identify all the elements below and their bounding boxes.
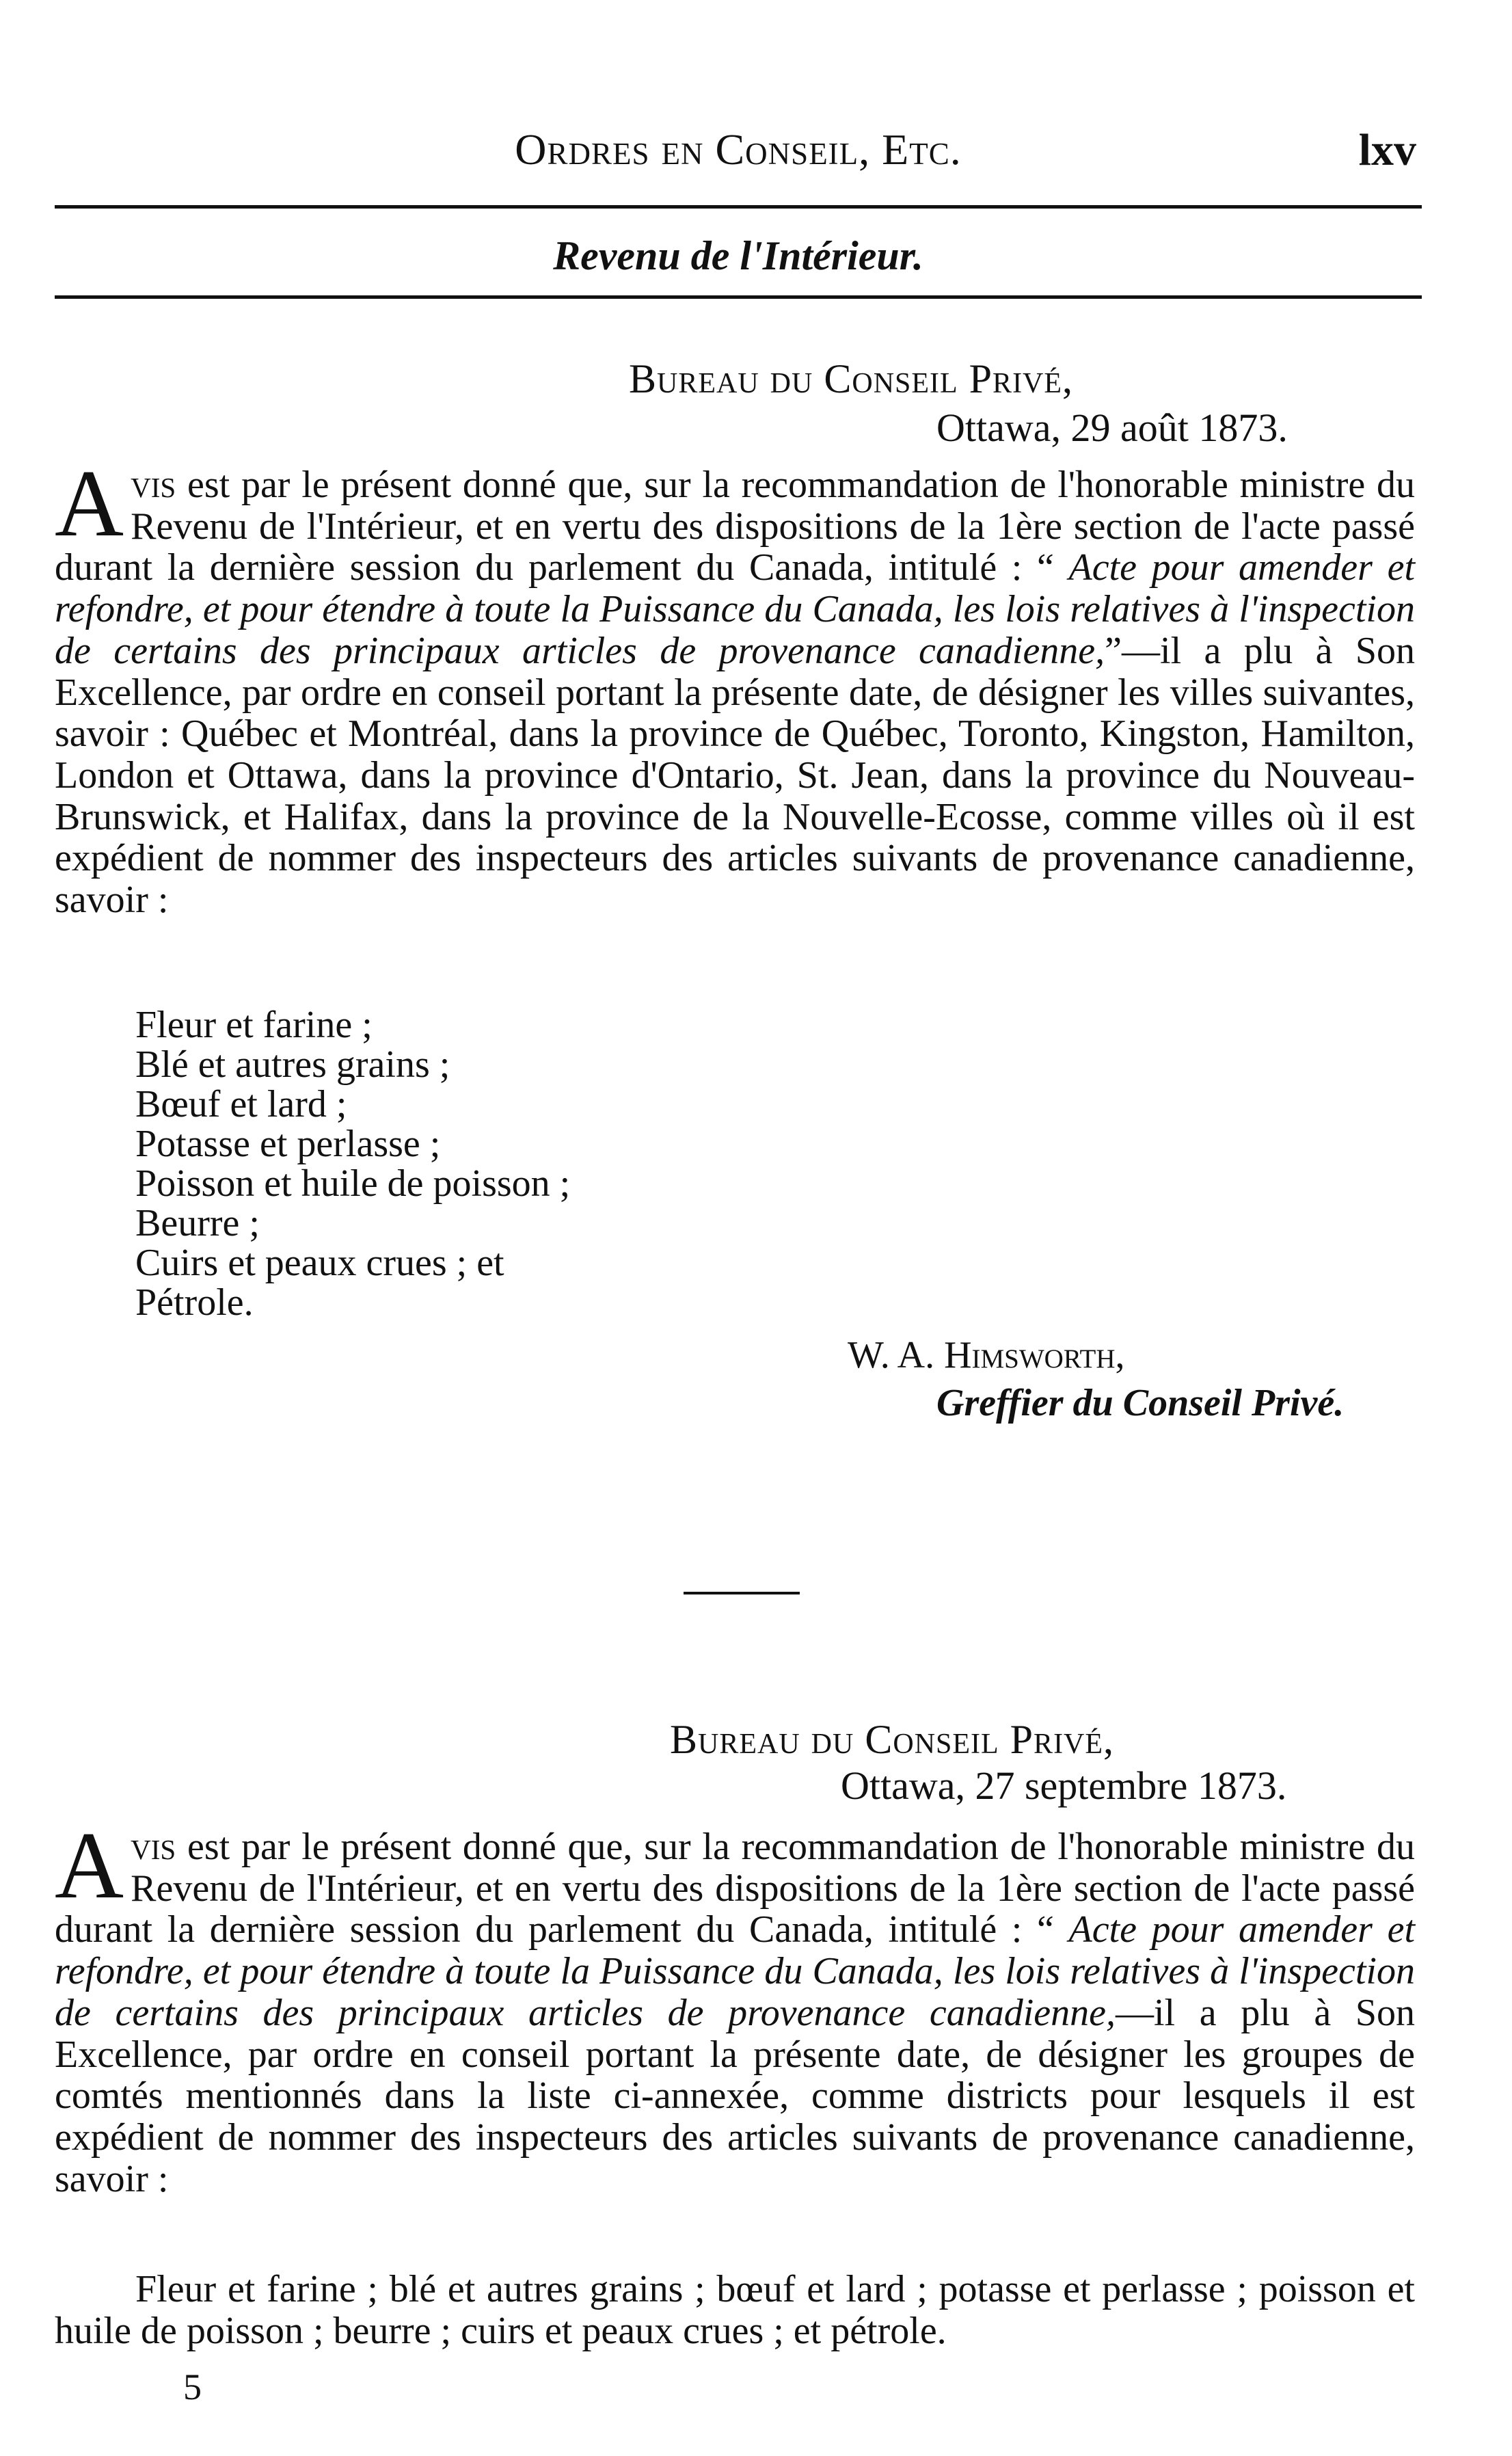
section-title: Revenu de l'Intérieur. xyxy=(553,233,923,278)
notice1-act-title: Acte pour amender et refondre, et pour étendre à toute la Puissance du Canada, les lois relatives à l'inspection de certains des principaux articles de provenance canadienne, xyxy=(55,546,1415,672)
list-item: Pétrole. xyxy=(135,1281,254,1324)
list-item: Bœuf et lard ; xyxy=(135,1083,347,1125)
notice1-signature-title: Greffier du Conseil Privé. xyxy=(936,1382,1345,1424)
signature-mark: 5 xyxy=(183,2366,202,2407)
list-item: Potasse et perlasse ; xyxy=(135,1123,441,1165)
separator-rule xyxy=(684,1592,800,1594)
notice2-office: Bureau du Conseil Privé, xyxy=(670,1717,1115,1762)
notice2-dropcap: A xyxy=(55,1813,124,1919)
list-item: Poisson et huile de poisson ; xyxy=(135,1162,571,1205)
notice1-articles-list xyxy=(135,1005,570,1322)
notice1-date: Ottawa, 29 août 1873. xyxy=(936,405,1288,450)
list-item: Cuirs et peaux crues ; et xyxy=(135,1242,504,1284)
header-rule xyxy=(55,205,1422,209)
list-item: Beurre ; xyxy=(135,1202,260,1244)
running-title: Ordres en Conseil, Etc. xyxy=(515,125,962,174)
notice2-body: Avis est par le présent donné que, sur la recommandation de l'honorable ministre du Revenu de l'Intérieur, et en vertu des dispositions de la 1ère section de l'acte passé durant la dernière session du parlement du Canada, intitulé : “ Acte pour amender et refondre, et pour étendre à toute la Puissance du Canada, les lois relatives à l'inspection de certains des principaux articles de provenance canadienne,—il a plu à Son Excellence, par ordre en conseil portant la présente date, de désigner les groupes de comtés mentionnés dans la liste ci-annexée, comme districts pour lesquels il est expédient de nommer des inspecteurs des articles suivants de provenance canadienne, savoir : xyxy=(55,1813,1415,2200)
notice2-date: Ottawa, 27 septembre 1873. xyxy=(841,1763,1287,1808)
folio: lxv xyxy=(1358,125,1416,175)
notice2-act-title: Acte pour amender et refondre, et pour étendre à toute la Puissance du Canada, les lois relatives à l'inspection de certains des principaux articles de provenance canadienne, xyxy=(55,1908,1415,2034)
section-rule xyxy=(55,295,1422,299)
notice1-body: Avis est par le présent donné que, sur la recommandation de l'honorable ministre du Revenu de l'Intérieur, et en vertu des dispositions de la 1ère section de l'acte passé durant la dernière session du parlement du Canada, intitulé : “ Acte pour amender et refondre, et pour étendre à toute la Puissance du Canada, les lois relatives à l'inspection de certains des principaux articles de provenance canadienne,”—il a plu à Son Excellence, par ordre en conseil portant la présente date, de désigner les villes suivantes, savoir : Québec et Montréal, dans la province de Québec, Toronto, Kingston, Hamilton, London et Ottawa, dans la province d'Ontario, St. Jean, dans la province du Nouveau-Brunswick, et Halifax, dans la province de la Nouvelle-Ecosse, comme villes où il est expédient de nommer des inspecteurs des articles suivants de provenance canadienne, savoir : xyxy=(55,451,1415,922)
list-item: Fleur et farine ; xyxy=(135,1004,373,1046)
notice1-office: Bureau du Conseil Privé, xyxy=(629,356,1074,401)
notice1-dropcap: A xyxy=(55,451,124,557)
list-item: Blé et autres grains ; xyxy=(135,1043,450,1086)
notice2-articles-line: Fleur et farine ; blé et autres grains ; bœuf et lard ; potasse et perlasse ; poisson et huile de poisson ; beurre ; cuirs et peaux crues ; et pétrole. xyxy=(55,2268,1415,2352)
notice1-signature-name: W. A. Himsworth, xyxy=(848,1334,1125,1376)
